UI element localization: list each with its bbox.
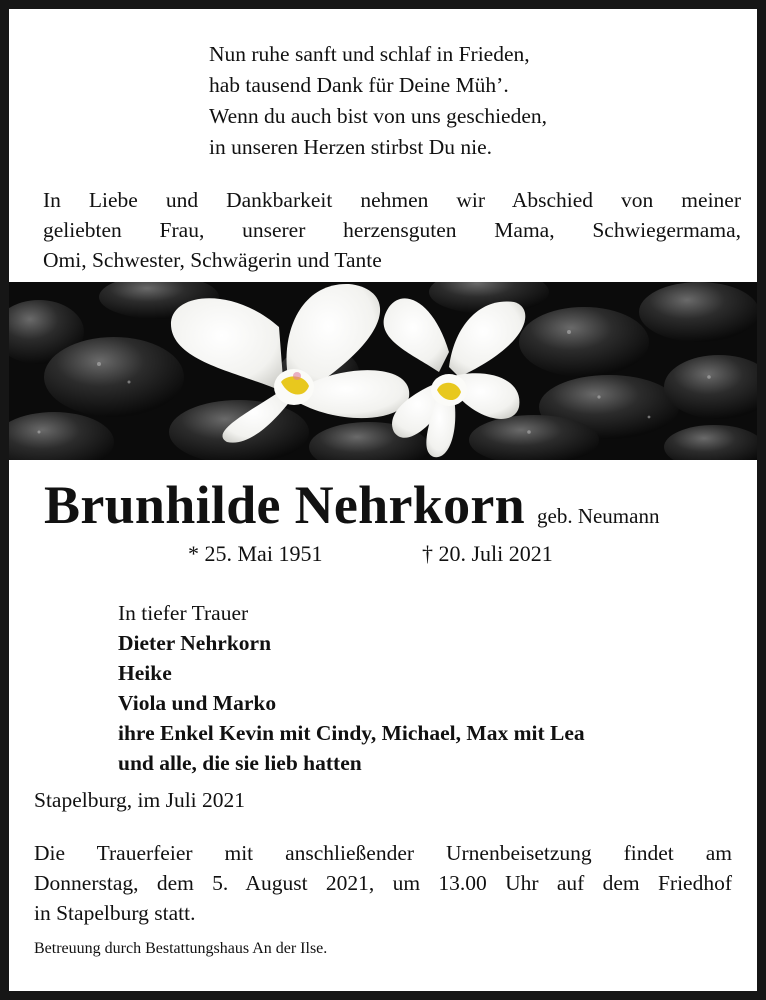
undertaker-note: Betreuung durch Bestattungshaus An der Ilse. bbox=[34, 940, 328, 957]
place-date: Stapelburg, im Juli 2021 bbox=[34, 788, 246, 812]
maiden-name: geb. Neumann bbox=[537, 504, 660, 528]
mourner-name: Heike bbox=[118, 661, 172, 685]
poem-line: hab tausend Dank für Deine Müh’. bbox=[209, 73, 509, 97]
deceased-name: Brunhilde Nehrkorn bbox=[44, 475, 525, 535]
ceremony-text bbox=[34, 838, 732, 928]
mourner-name: und alle, die sie lieb hatten bbox=[118, 751, 362, 775]
poem bbox=[209, 39, 547, 163]
mourner-name: Viola und Marko bbox=[118, 691, 277, 715]
orchid-image bbox=[9, 282, 757, 460]
mourners-heading: In tiefer Trauer bbox=[118, 601, 249, 625]
intro-text bbox=[43, 185, 741, 275]
ceremony-line: in Stapelburg statt. bbox=[34, 901, 196, 925]
poem-line: Nun ruhe sanft und schlaf in Frieden, bbox=[209, 42, 530, 66]
death-date: † 20. Juli 2021 bbox=[422, 541, 553, 566]
intro-line: Omi, Schwester, Schwägerin und Tante bbox=[43, 248, 382, 272]
intro-line: In Liebe und Dankbarkeit nehmen wir Abschied von meiner bbox=[43, 188, 741, 212]
ceremony-line: Donnerstag, dem 5. August 2021, um 13.00 Uhr auf dem Friedhof bbox=[34, 871, 732, 895]
intro-line: geliebten Frau, unserer herzensguten Mama, Schwiegermama, bbox=[43, 218, 741, 242]
mourners bbox=[118, 598, 585, 778]
deceased-name-row bbox=[44, 474, 659, 536]
mourner-name: Dieter Nehrkorn bbox=[118, 631, 272, 655]
birth-date: * 25. Mai 1951 bbox=[188, 541, 323, 566]
mourner-name: ihre Enkel Kevin mit Cindy, Michael, Max mit Lea bbox=[118, 721, 585, 745]
poem-line: in unseren Herzen stirbst Du nie. bbox=[209, 135, 493, 159]
poem-line: Wenn du auch bist von uns geschieden, bbox=[209, 104, 548, 128]
orchid-stones-photo bbox=[9, 282, 757, 460]
ceremony-line: Die Trauerfeier mit anschließender Urnenbeisetzung findet am bbox=[34, 841, 732, 865]
